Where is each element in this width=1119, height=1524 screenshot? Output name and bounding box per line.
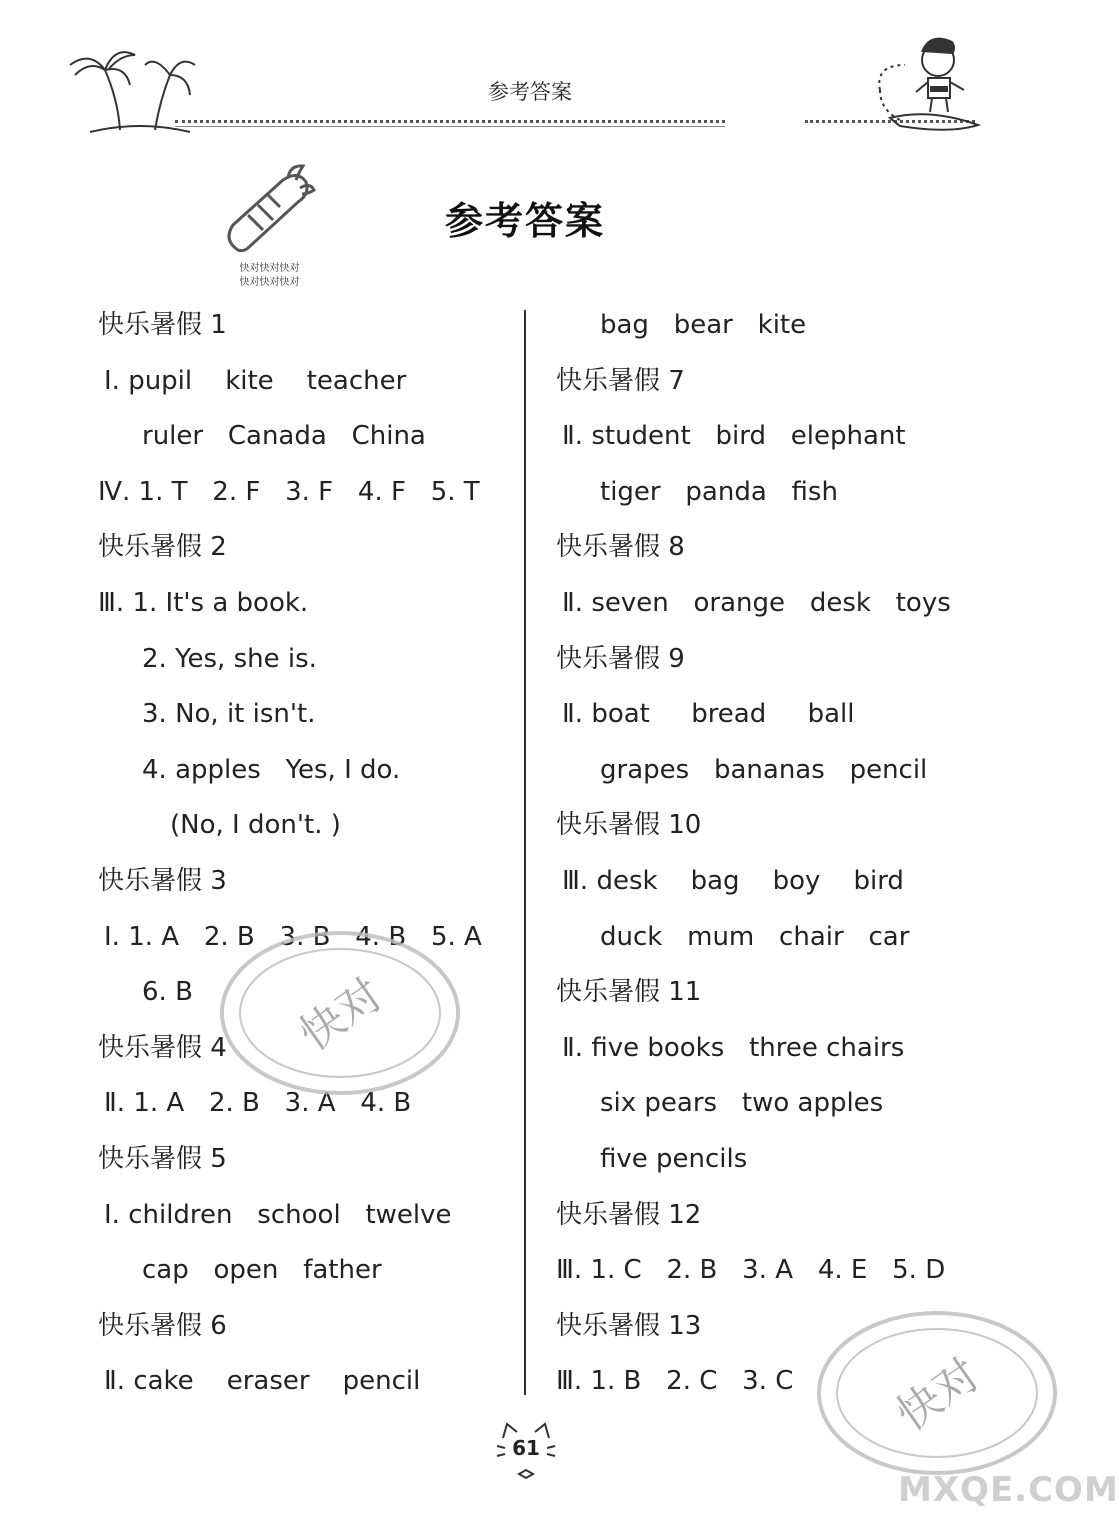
answer-line: bag bear kite [600, 310, 807, 340]
answer-line: Ⅱ. five books three chairs [562, 1032, 905, 1063]
stamp-text: 快对 [887, 1348, 990, 1442]
section-heading: 快乐暑假 11 [556, 977, 702, 1008]
section-heading: 快乐暑假 13 [556, 1310, 702, 1341]
section-heading: 快乐暑假 7 [556, 365, 685, 396]
right-answer-column [556, 298, 996, 1410]
answer-line: Ⅲ. desk bag boy bird [562, 865, 904, 896]
watermark: MXQE.COM [898, 1470, 1119, 1510]
carrot-caption-line: 快对快对快对 [239, 277, 300, 288]
section-heading: 快乐暑假 12 [556, 1199, 702, 1230]
answer-line: 6. B [142, 977, 193, 1008]
column-divider [524, 310, 526, 1395]
answer-line: Ⅲ. 1. C 2. B 3. A 4. E 5. D [556, 1255, 946, 1286]
carrot-caption-line: 快对快对快对 [239, 263, 300, 274]
answer-line: tiger panda fish [600, 476, 838, 507]
section-heading: 快乐暑假 5 [98, 1143, 227, 1174]
answer-line: ruler Canada China [142, 421, 426, 452]
answer-line: Ⅳ. 1. T 2. F 3. F 4. F 5. T [98, 476, 480, 507]
section-heading: 快乐暑假 10 [556, 810, 702, 841]
answer-line: five pencils [600, 1143, 748, 1174]
answer-line: Ⅱ. seven orange desk toys [562, 587, 951, 618]
page-title: 参考答案 [444, 198, 605, 243]
carrot-caption [222, 262, 317, 290]
section-heading: 快乐暑假 9 [556, 643, 685, 674]
answer-line: Ⅰ. pupil kite teacher [104, 365, 407, 396]
answer-line: Ⅲ. 1. B 2. C 3. C [556, 1366, 794, 1397]
stamp-text: 快对 [290, 968, 393, 1062]
header-title: 参考答案 [488, 80, 572, 104]
carrot-icon [218, 160, 318, 260]
answer-line: Ⅱ. cake eraser pencil [104, 1366, 421, 1397]
section-heading: 快乐暑假 4 [98, 1032, 227, 1063]
section-heading: 快乐暑假 1 [98, 310, 227, 340]
answer-line: Ⅰ. 1. A 2. B 3. B 4. B 5. A [104, 921, 482, 952]
page-number: 61 [512, 1436, 540, 1460]
answer-line: six pears two apples [600, 1088, 884, 1119]
header-divider [175, 120, 725, 123]
kuaidui-stamp-icon [215, 925, 465, 1100]
answer-line: 3. No, it isn't. [142, 699, 316, 730]
section-heading: 快乐暑假 3 [98, 865, 227, 896]
section-heading: 快乐暑假 8 [556, 532, 685, 563]
answer-line: Ⅰ. children school twelve [104, 1199, 452, 1230]
answer-line: 2. Yes, she is. [142, 643, 317, 674]
section-heading: 快乐暑假 2 [98, 532, 227, 563]
answer-line: cap open father [142, 1255, 382, 1286]
answer-line: (No, I don't. ) [170, 810, 341, 841]
answer-line: Ⅱ. student bird elephant [562, 421, 906, 452]
answer-line: 4. apples Yes, I do. [142, 754, 401, 785]
kuaidui-stamp-icon [812, 1305, 1062, 1480]
surfing-boy-illustration [860, 30, 985, 145]
answer-line: Ⅱ. 1. A 2. B 3. A 4. B [104, 1088, 412, 1119]
answer-line: duck mum chair car [600, 921, 910, 952]
header-divider-rule [175, 126, 725, 127]
answer-line: Ⅲ. 1. It's a book. [98, 587, 309, 618]
answer-line: grapes bananas pencil [600, 754, 928, 785]
answer-line: Ⅱ. boat bread ball [562, 699, 855, 730]
left-answer-column [98, 298, 538, 1410]
section-heading: 快乐暑假 6 [98, 1310, 227, 1341]
